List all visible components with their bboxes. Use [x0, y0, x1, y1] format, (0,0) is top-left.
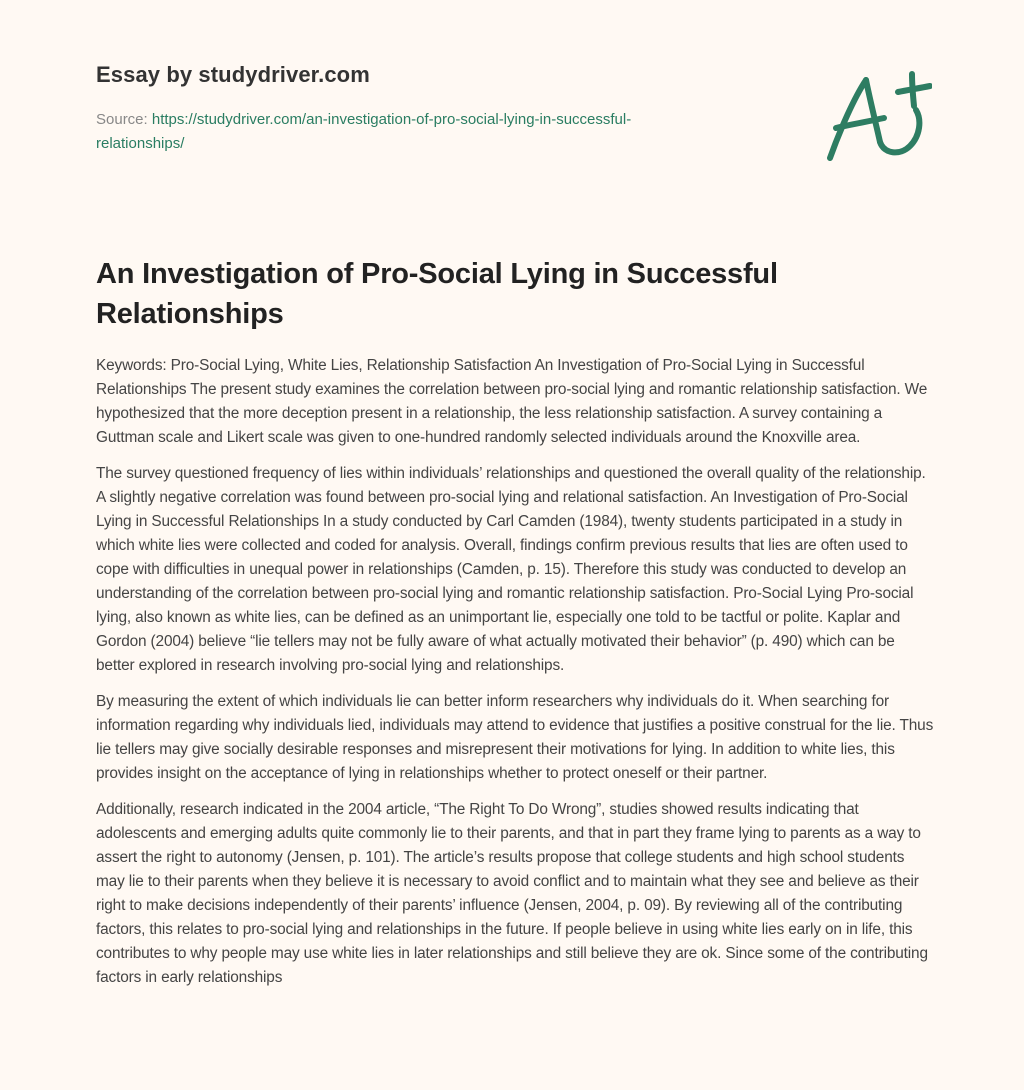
source-link[interactable] [96, 111, 631, 152]
essay-paragraph: By measuring the extent of which individuals lie can better inform researchers why individuals do it. When searching for information regarding why individuals lied, individuals may attend to evidence that justifies a positive construal for the lie. Thus lie tellers may give socially desirable responses and misrepresent their motivations for lying. In addition to white lies, this provides insight on the acceptance of lying in relationships whether to protect oneself or their partner. [96, 693, 934, 782]
source-link-line2: relationships/ [96, 135, 185, 152]
source-label: Source: [96, 111, 152, 128]
source-link-line1: https://studydriver.com/an-investigation-of-pro-social-lying-in-successful- [151, 111, 632, 128]
essay-paragraph: Keywords: Pro-Social Lying, White Lies, Relationship Satisfaction An Investigation of Pro-Social Lying in Successful Relationships The present study examines the correlation between pro-social lying and romantic relationship satisfaction. We hypothesized that the more deception present in a relationship, the less relationship satisfaction. A survey containing a Guttman scale and Likert scale was given to one-hundred randomly selected individuals around the Knoxville area. [96, 357, 928, 446]
essay-paragraph: The survey questioned frequency of lies within individuals’ relationships and questioned the overall quality of the relationship. A slightly negative correlation was found between pro-social lying and relational satisfaction. An Investigation of Pro-Social Lying in Successful Relationships In a study conducted by Carl Camden (1984), twenty students participated in a study in which white lies were collected and coded for analysis. Overall, findings confirm previous results that lies are often used to cope with difficulties in unequal power in relationships (Camden, p. 15). Therefore this study was conducted to develop an understanding of the correlation between pro-social lying and romantic relationship satisfaction. Pro-Social Lying Pro-social lying, also known as white lies, can be defined as an unimportant lie, especially one told to be tactful or polite. Kaplar and Gordon (2004) believe “lie tellers may not be fully aware of what actually motivated their behavior” (p. 490) which can be better explored in research involving pro-social lying and relationships. [96, 465, 926, 674]
source-line [96, 108, 736, 156]
essay-paragraph: Additionally, research indicated in the 2004 article, “The Right To Do Wrong”, studies showed results indicating that adolescents and emerging adults quite commonly lie to their parents, and that in part they frame lying to parents as a way to assert the right to autonomy (Jensen, p. 101). The article’s results propose that college students and high school students may lie to their parents when they believe it is necessary to avoid conflict and to maintain what they see and believe as their right to make decisions independently of their parents’ influence (Jensen, 2004, p. 09). By reviewing all of the contributing factors, this relates to pro-social lying and relationships in the future. If people believe in using white lies early on in life, this contributes to why people may use white lies in later relationships and still believe they are ok. Since some of the contributing factors in early relationships [96, 801, 928, 986]
essay-title: An Investigation of Pro-Social Lying in Successful Relationships [96, 258, 778, 330]
essay-header [96, 62, 736, 156]
site-title: Essay by studydriver.com [96, 62, 370, 87]
essay-body [96, 354, 936, 1002]
a-plus-grade-icon [822, 68, 932, 166]
